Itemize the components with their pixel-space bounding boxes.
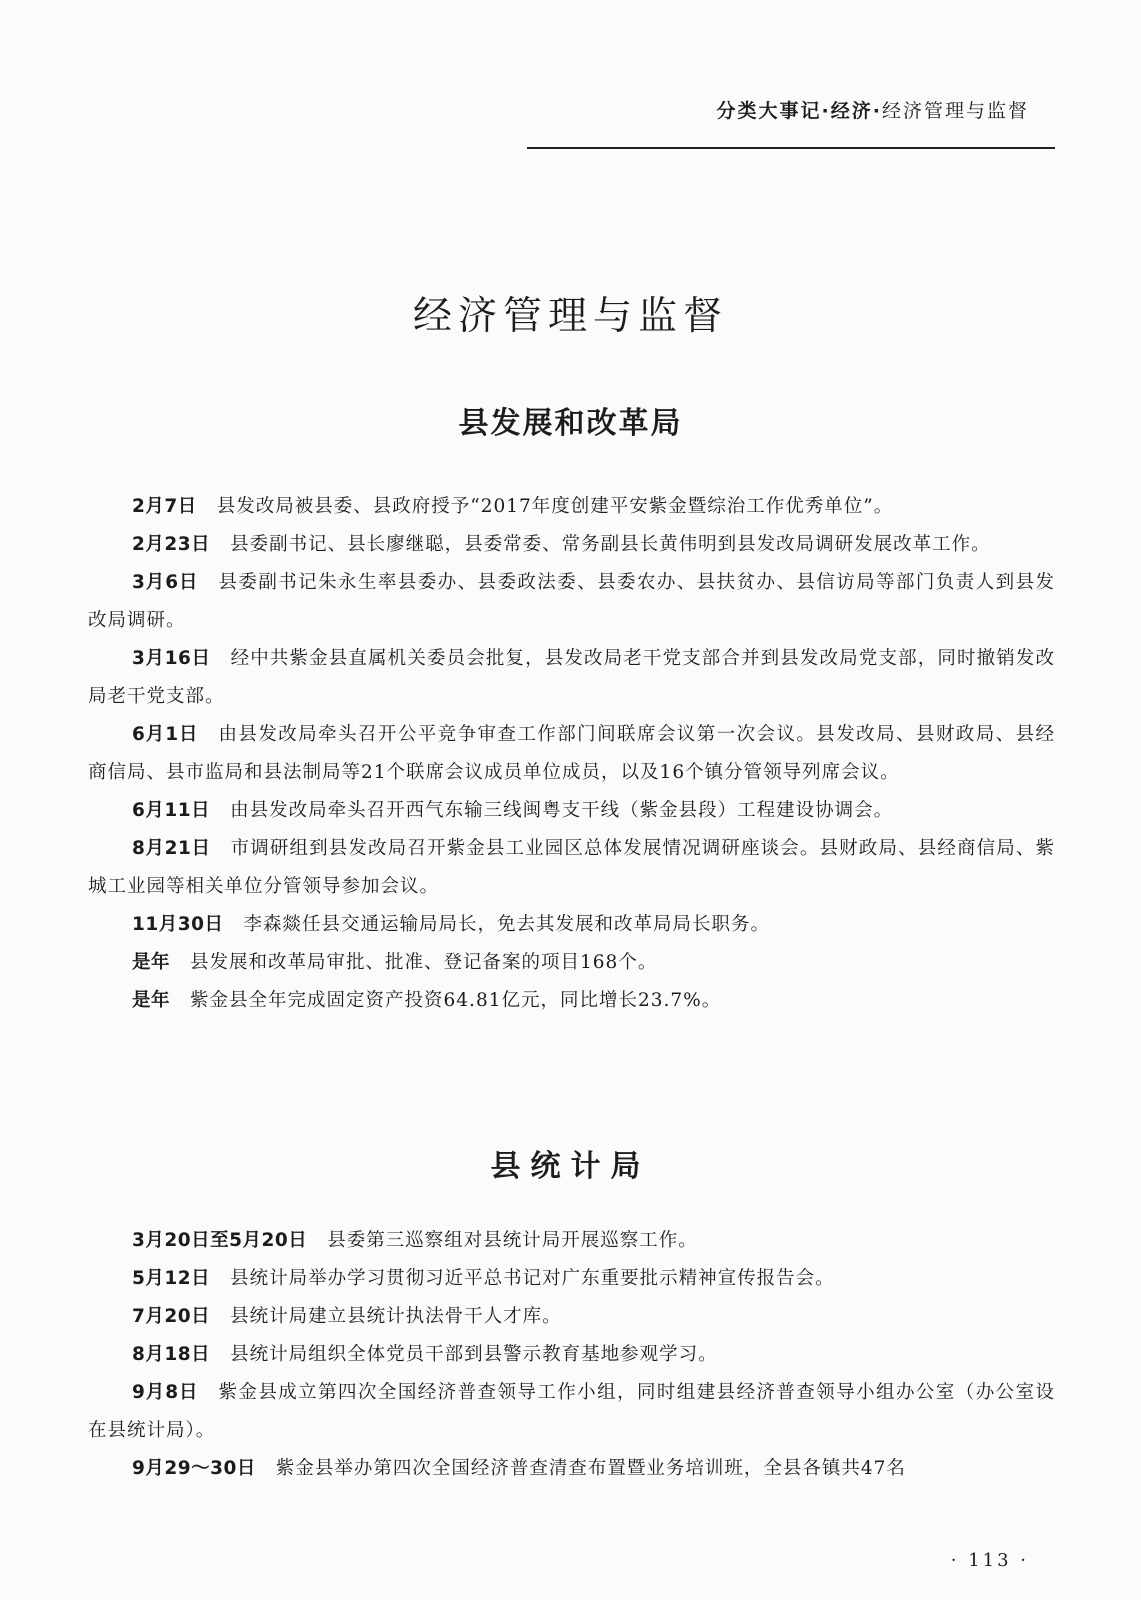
entry-text: 紫金县成立第四次全国经济普查领导工作小组，同时组建县经济普查领导小组办公室（办公室设在县统计局）。: [88, 1382, 1055, 1441]
entry: [88, 906, 1055, 944]
entry-date: 3月16日: [132, 648, 211, 669]
entry: [88, 716, 1055, 792]
entry: [88, 1298, 1055, 1336]
entry: [88, 564, 1055, 640]
entry-date: 9月8日: [132, 1382, 199, 1403]
running-header-subcategory: 经济管理与监督: [881, 100, 1029, 122]
entry-date: 3月6日: [132, 572, 199, 593]
entry-date: 9月29～30日: [132, 1458, 256, 1479]
entry-text: 县统计局举办学习贯彻习近平总书记对广东重要批示精神宣传报告会。: [230, 1268, 835, 1289]
entry-text: 县统计局建立县统计执法骨干人才库。: [230, 1306, 562, 1327]
entry-text: 紫金县举办第四次全国经济普查清查布置暨业务培训班，全县各镇共47名: [275, 1458, 906, 1479]
entry-text: 县委第三巡察组对县统计局开展巡察工作。: [327, 1230, 698, 1251]
running-header-category: 分类大事记·经济·: [716, 100, 882, 122]
entry-date: 2月7日: [132, 496, 197, 517]
entry-text: 县发展和改革局审批、批准、登记备案的项目168个。: [190, 952, 658, 973]
section-entries-statistics: [88, 1222, 1055, 1488]
entry-date: 3月20日至5月20日: [132, 1230, 308, 1251]
entry-text: 由县发改局牵头召开公平竞争审查工作部门间联席会议第一次会议。县发改局、县财政局、县经商信局、县市监局和县法制局等21个联席会议成员单位成员，以及16个镇分管领导列席会议。: [88, 724, 1055, 783]
section-title-development-reform: 县发展和改革局: [458, 406, 683, 441]
section-title-statistics: 县统计局: [490, 1149, 651, 1184]
entry: [88, 1374, 1055, 1450]
entry-text: 县统计局组织全体党员干部到县警示教育基地参观学习。: [230, 1344, 718, 1365]
entry-date: 5月12日: [132, 1268, 211, 1289]
entry: [88, 792, 1055, 830]
entry-date: 2月23日: [132, 534, 211, 555]
entry-text: 县委副书记、县长廖继聪，县委常委、常务副县长黄伟明到县发改局调研发展改革工作。: [230, 534, 991, 555]
running-header: [717, 96, 1029, 123]
entry: [88, 982, 1055, 1020]
entry-text: 县委副书记朱永生率县委办、县委政法委、县委农办、县扶贫办、县信访局等部门负责人到县发改局调研。: [88, 572, 1055, 631]
entry-text: 紫金县全年完成固定资产投资64.81亿元，同比增长23.7%。: [190, 990, 722, 1011]
entry-date: 8月21日: [132, 838, 211, 859]
header-rule: [527, 147, 1055, 149]
entry-date: 是年: [132, 952, 171, 973]
entry: [88, 1336, 1055, 1374]
entry-text: 市调研组到县发改局召开紫金县工业园区总体发展情况调研座谈会。县财政局、县经商信局、紫城工业园等相关单位分管领导参加会议。: [88, 838, 1055, 897]
entry: [88, 526, 1055, 564]
entry-date: 8月18日: [132, 1344, 211, 1365]
section-entries-development-reform: [88, 488, 1055, 1020]
entry-text: 经中共紫金县直属机关委员会批复，县发改局老干党支部合并到县发改局党支部，同时撤销发改局老干党支部。: [88, 648, 1055, 707]
entry-text: 县发改局被县委、县政府授予“2017年度创建平安紫金暨综治工作优秀单位”。: [216, 496, 894, 517]
entry: [88, 1222, 1055, 1260]
entry-date: 是年: [132, 990, 171, 1011]
entry: [88, 640, 1055, 716]
entry-date: 7月20日: [132, 1306, 211, 1327]
page-number: · 113 ·: [950, 1550, 1029, 1571]
entry-text: 李森燚任县交通运输局局长，免去其发展和改革局局长职务。: [243, 914, 771, 935]
entry: [88, 1260, 1055, 1298]
entry-date: 6月1日: [132, 724, 199, 745]
entry: [88, 488, 1055, 526]
entry: [88, 1450, 1055, 1488]
entry: [88, 830, 1055, 906]
entry-date: 11月30日: [132, 914, 224, 935]
entry: [88, 944, 1055, 982]
entry-date: 6月11日: [132, 800, 211, 821]
page-title: 经济管理与监督: [412, 294, 728, 339]
entry-text: 由县发改局牵头召开西气东输三线闽粤支干线（紫金县段）工程建设协调会。: [230, 800, 894, 821]
